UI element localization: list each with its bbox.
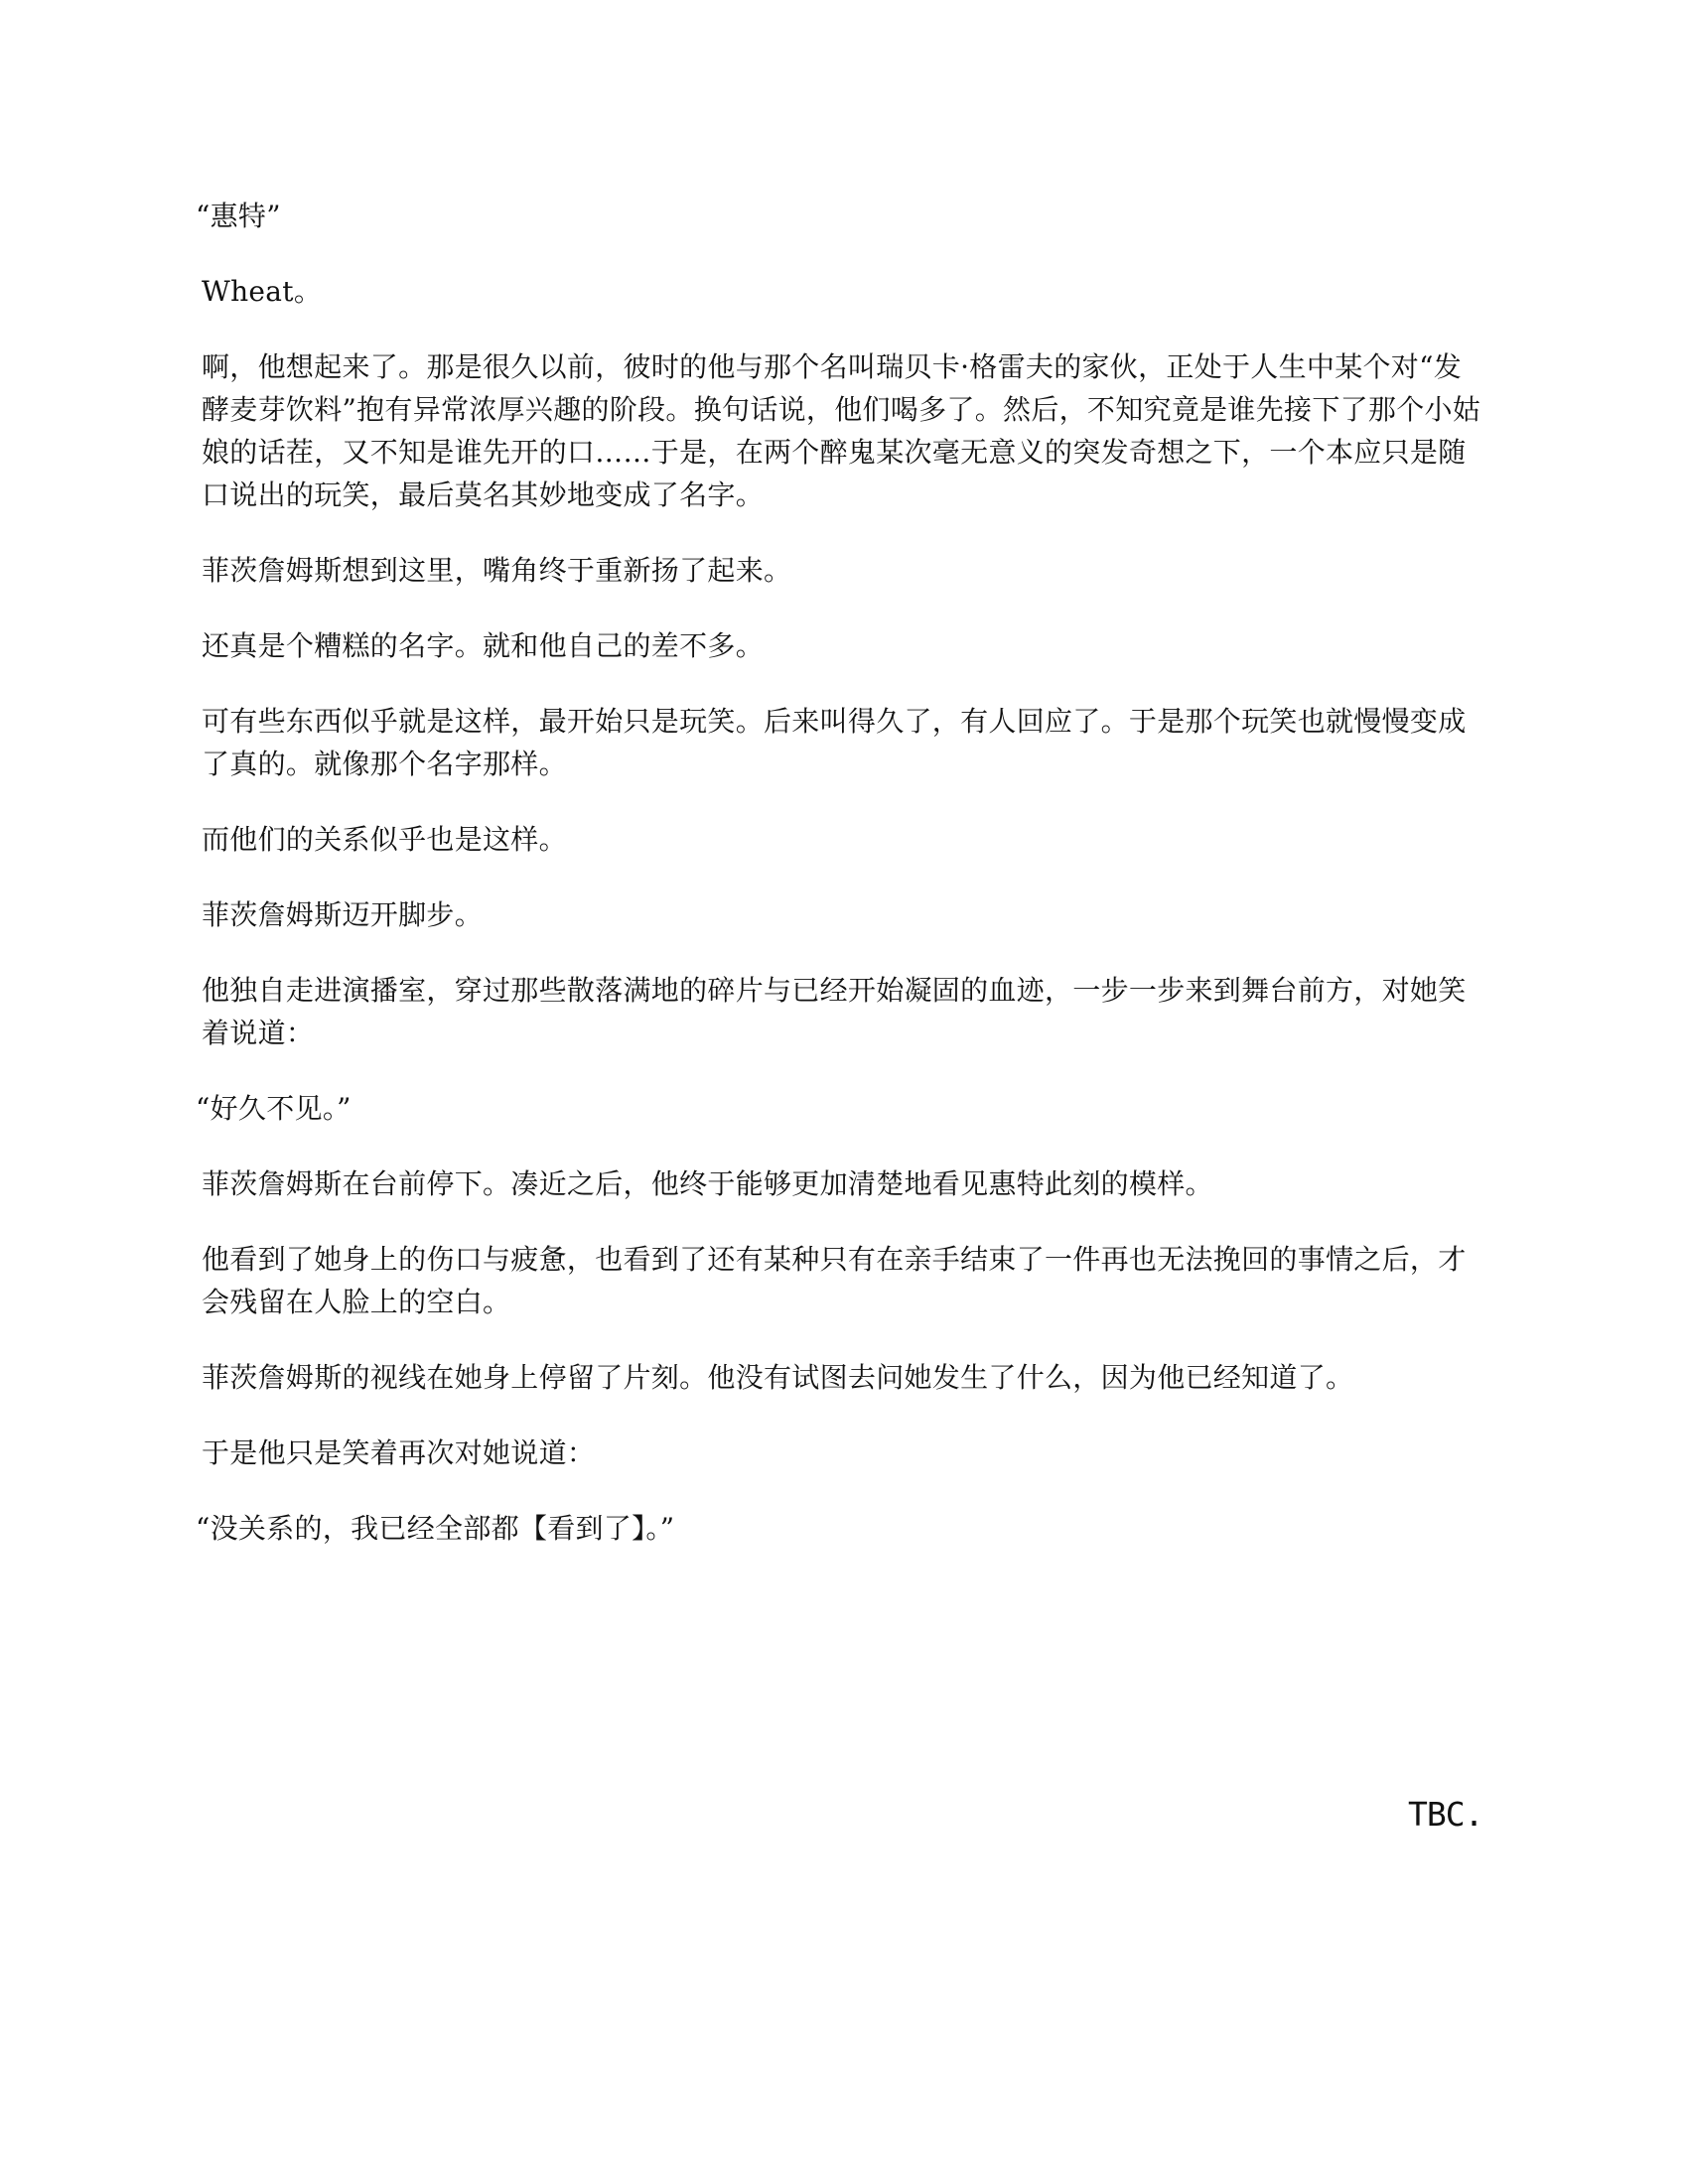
paragraph-studio: 他独自走进演播室，穿过那些散落满地的碎片与已经开始凝固的血迹，一步一步来到舞台前方，对她笑着说道：	[202, 974, 1467, 1049]
paragraph-long-time: “好久不见。”	[196, 1092, 352, 1125]
paragraph-relationship: 而他们的关系似乎也是这样。	[202, 823, 567, 856]
paragraph-smile: 菲茨詹姆斯想到这里，嘴角终于重新扬了起来。	[202, 554, 792, 587]
paragraph-joke-becomes-real: 可有些东西似乎就是这样，最开始只是玩笑。后来叫得久了，有人回应了。于是那个玩笑也就慢慢变成了真的。就像那个名字那样。	[202, 705, 1467, 780]
to-be-continued-mark: TBC.	[1408, 1795, 1483, 1834]
paragraph-gaze: 菲茨詹姆斯的视线在她身上停留了片刻。他没有试图去问她发生了什么，因为他已经知道了。	[202, 1361, 1354, 1394]
paragraph-wounds: 他看到了她身上的伤口与疲惫，也看到了还有某种只有在亲手结束了一件再也无法挽回的事情之后，才会残留在人脸上的空白。	[202, 1243, 1467, 1318]
paragraph-name-quote: “惠特”	[196, 200, 281, 232]
paragraph-bad-name: 还真是个糟糕的名字。就和他自己的差不多。	[202, 629, 765, 662]
paragraph-stop-at-stage: 菲茨詹姆斯在台前停下。凑近之后，他终于能够更加清楚地看见惠特此刻的模样。	[202, 1167, 1213, 1200]
paragraph-wheat: Wheat。	[202, 275, 323, 308]
paragraph-again: 于是他只是笑着再次对她说道：	[202, 1436, 596, 1469]
paragraph-memory: 啊，他想起来了。那是很久以前，彼时的他与那个名叫瑞贝卡·格雷夫的家伙，正处于人生中某个对“发酵麦芽饮料”抱有异常浓厚兴趣的阶段。换句话说，他们喝多了。然后，不知究竟是谁先接下了那个小姑娘的话茬，又不知是谁先开的口……于是，在两个醉鬼某次毫无意义的突发奇想之下，一个本应只是随口说出的玩笑，最后莫名其妙地变成了名字。	[202, 350, 1481, 511]
story-body	[196, 195, 1482, 1582]
paragraph-final-quote: “没关系的，我已经全部都【看到了】。”	[196, 1512, 675, 1545]
paragraph-steps: 菲茨詹姆斯迈开脚步。	[202, 898, 484, 931]
